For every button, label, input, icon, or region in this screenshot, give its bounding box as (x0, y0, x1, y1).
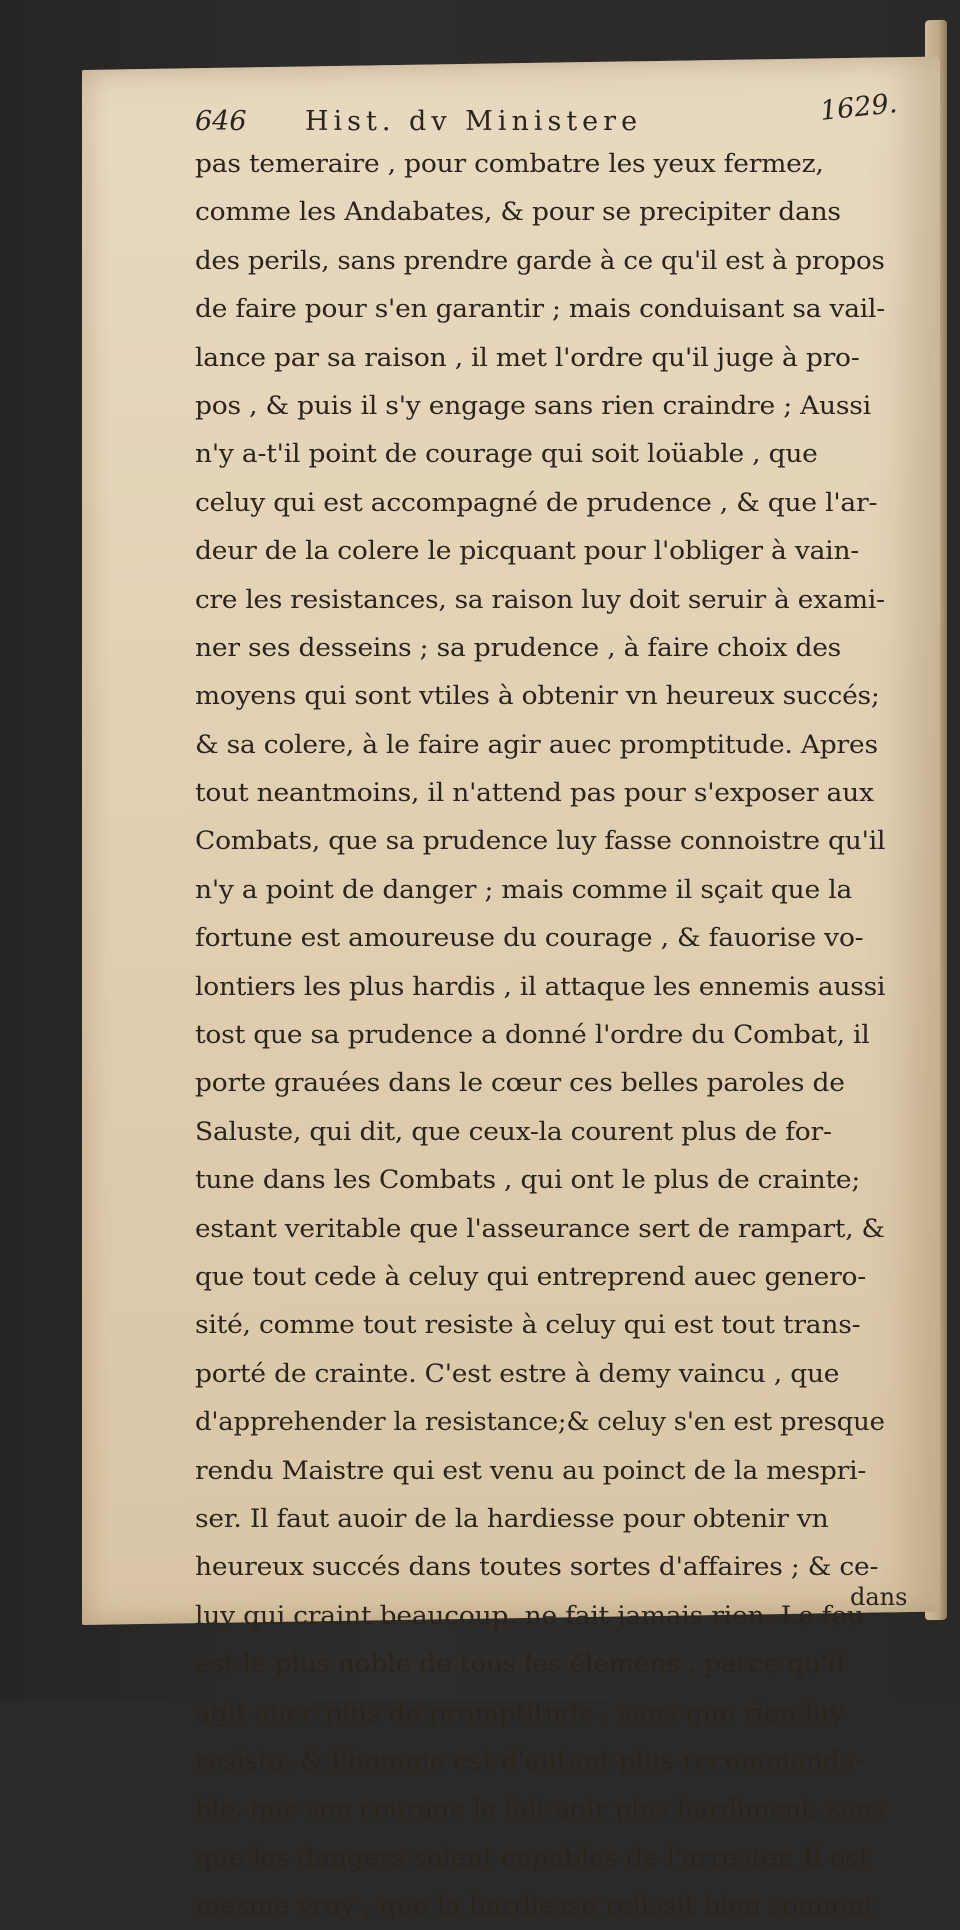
text-line: pas temeraire , pour combatre les yeux fermez, (195, 149, 824, 178)
catchword: dans (850, 1583, 908, 1611)
text-line: luy qui craint beaucoup, ne fait jamais rien. Le feu (195, 1600, 864, 1630)
text-line: des perils, sans prendre garde à ce qu'il est à propos (195, 245, 885, 275)
text-line: ble, que son courage le fait agir plus hardiment, sans (195, 1794, 886, 1824)
text-line: Combats, que sa prudence luy fasse connoistre qu'il (195, 826, 886, 856)
text-line: que les dangers soient capables de l'arrester. Il est (195, 1842, 870, 1872)
text-line: tune dans les Combats , qui ont le plus de crainte; (195, 1165, 861, 1195)
text-line: fortune est amoureuse du courage , & fauorise vo- (195, 923, 864, 953)
text-line: que tout cede à celuy qui entreprend auec genero- (195, 1261, 867, 1291)
text-line: porté de crainte. C'est estre à demy vaincu , que (195, 1358, 840, 1388)
header-year: 1629. (818, 88, 899, 127)
page-header (195, 88, 899, 142)
text-line: pos , & puis il s'y engage sans rien craindre ; Aussi (195, 390, 871, 420)
text-line: n'y a point de danger ; mais comme il sçait que la (195, 874, 853, 904)
body-text (195, 140, 895, 1930)
text-line: heureux succés dans toutes sortes d'affaires ; & ce- (195, 1552, 879, 1582)
text-line: est le plus noble de tous les élemens , parce qu'il (195, 1649, 845, 1679)
text-line: celuy qui est accompagné de prudence , & que l'ar- (195, 487, 878, 517)
text-line: agit auec plus de promptitude , sans que rien luy (195, 1697, 845, 1727)
text-line: estant veritable que l'asseurance sert de rampart, & (195, 1213, 885, 1243)
text-line: ner ses desseins ; sa prudence , à faire choix des (195, 632, 842, 662)
text-line: de faire pour s'en garantir ; mais conduisant sa vail- (195, 294, 886, 324)
text-line: comme les Andabates, & pour se precipiter dans (195, 197, 841, 227)
text-line: n'y a-t'il point de courage qui soit loüable , que (195, 439, 818, 469)
text-line: & sa colere, à le faire agir auec promptitude. Apres (195, 729, 878, 759)
text-line: Saluste, qui dit, que ceux-la courent plus de for- (195, 1116, 832, 1146)
page-number: 646 (195, 106, 247, 137)
text-line: cre les resistances, sa raison luy doit seruir à exami- (195, 584, 885, 614)
running-title: Hist. dv Ministere (305, 106, 643, 137)
text-line: porte grauées dans le cœur ces belles paroles de (195, 1068, 845, 1098)
text-line: resiste, & l'homme est d'autant plus recommanda- (195, 1745, 864, 1775)
text-line: deur de la colere le picquant pour l'obliger à vain- (195, 536, 860, 566)
text-line: lance par sa raison , il met l'ordre qu'il juge à pro- (195, 342, 860, 372)
text-line: tout neantmoins, il n'attend pas pour s'exposer aux (195, 778, 874, 808)
text-line: ser. Il faut auoir de la hardiesse pour obtenir vn (195, 1503, 829, 1533)
text-line: mesme vray , que la hardiesse reüssit bien souuent (195, 1891, 875, 1921)
text-line: rendu Maistre qui est venu au poinct de la mespri- (195, 1455, 867, 1485)
text-line: tost que sa prudence a donné l'ordre du Combat, il (195, 1020, 870, 1050)
text-line: sité, comme tout resiste à celuy qui est tout trans- (195, 1310, 861, 1340)
text-line: lontiers les plus hardis , il attaque les ennemis aussi (195, 971, 886, 1001)
text-line: moyens qui sont vtiles à obtenir vn heureux succés; (195, 681, 880, 711)
text-line: d'apprehender la resistance;& celuy s'en est presque (195, 1407, 885, 1437)
